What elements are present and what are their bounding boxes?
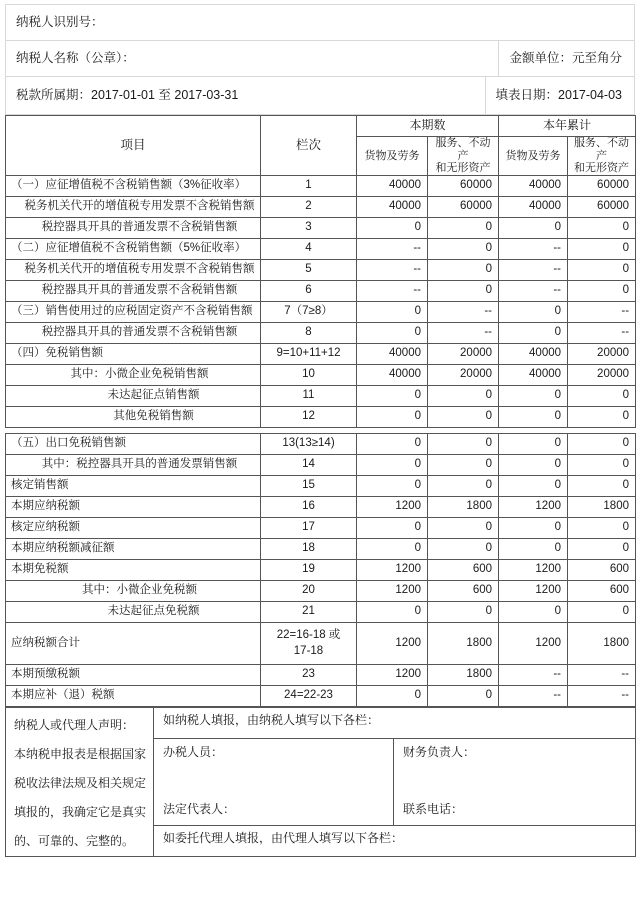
row-line-number: 21: [261, 601, 357, 622]
row-value-1[interactable]: 0: [357, 517, 428, 538]
table-row: [6, 601, 636, 622]
row-value-4[interactable]: --: [568, 664, 636, 685]
row-item-label: （一）应征增值税不含税销售额（3%征收率）: [6, 175, 261, 196]
signature-cell-right: [394, 739, 636, 826]
row-value-1[interactable]: 0: [357, 538, 428, 559]
row-value-1[interactable]: 0: [357, 433, 428, 454]
row-value-3[interactable]: --: [499, 664, 568, 685]
taxpayer-id-row: [6, 5, 634, 41]
legal-rep-label[interactable]: 法定代表人：: [163, 801, 236, 816]
table-row: [6, 475, 636, 496]
row-line-number: 12: [261, 406, 357, 427]
declaration-line-0: 本纳税申报表是根据国家: [14, 746, 147, 761]
table-row: [6, 280, 636, 301]
row-value-3[interactable]: 40000: [499, 175, 568, 196]
row-line-number: 13(13≥14): [261, 433, 357, 454]
row-item-label: 其中：小微企业免税销售额: [6, 364, 261, 385]
row-value-4[interactable]: --: [568, 301, 636, 322]
row-item-label: 税务机关代开的增值税专用发票不含税销售额: [6, 196, 261, 217]
table-row: [6, 406, 636, 427]
row-line-number: 9=10+11+12: [261, 343, 357, 364]
col-header-goods-current: 货物及劳务: [357, 137, 428, 176]
row-value-3[interactable]: 1200: [499, 559, 568, 580]
row-value-3[interactable]: 40000: [499, 196, 568, 217]
row-value-3[interactable]: 0: [499, 217, 568, 238]
table-row: [6, 517, 636, 538]
row-value-2[interactable]: 0: [428, 454, 499, 475]
row-value-3[interactable]: 0: [499, 301, 568, 322]
row-value-3[interactable]: --: [499, 238, 568, 259]
col-header-year-to-date: 本年累计: [499, 116, 636, 137]
finance-label[interactable]: 财务负责人：: [403, 745, 476, 760]
row-value-2[interactable]: 20000: [428, 343, 499, 364]
row-value-1[interactable]: 0: [357, 385, 428, 406]
row-value-2[interactable]: 0: [428, 280, 499, 301]
row-value-3[interactable]: 0: [499, 433, 568, 454]
row-line-number: 2: [261, 196, 357, 217]
row-item-label: 核定销售额: [6, 475, 261, 496]
row-value-4[interactable]: 0: [568, 538, 636, 559]
table-row: [6, 385, 636, 406]
row-item-label: 核定应纳税额: [6, 517, 261, 538]
row-value-4[interactable]: 0: [568, 454, 636, 475]
row-item-label: 税控器具开具的普通发票不含税销售额: [6, 280, 261, 301]
col-header-services-current: [428, 137, 499, 176]
table-row: [6, 559, 636, 580]
row-value-4[interactable]: 0: [568, 385, 636, 406]
row-line-number: 7（7≥8）: [261, 301, 357, 322]
taxpayer-name-label: 纳税人名称（公章）：: [16, 51, 135, 66]
row-line-number: 14: [261, 454, 357, 475]
row-line-number: 10: [261, 364, 357, 385]
row-item-label: （五）出口免税销售额: [6, 433, 261, 454]
row-value-2[interactable]: 0: [428, 475, 499, 496]
col-header-current-period: 本期数: [357, 116, 499, 137]
table-row: [6, 259, 636, 280]
row-value-4[interactable]: 1800: [568, 496, 636, 517]
table-row: [6, 322, 636, 343]
table-row: [6, 454, 636, 475]
table-row: [6, 580, 636, 601]
declaration-line-2: 填报的，我确定它是真实: [14, 804, 147, 819]
declaration-line-3: 的、可靠的、完整的。: [14, 833, 135, 848]
row-line-number: 24=22-23: [261, 685, 357, 706]
row-value-2[interactable]: 600: [428, 580, 499, 601]
row-item-label: 应纳税额合计: [6, 622, 261, 664]
row-line-number: 23: [261, 664, 357, 685]
table-row: [6, 238, 636, 259]
agent-fill-note: 如委托代理人填报，由代理人填写以下各栏：: [154, 825, 636, 856]
row-value-3[interactable]: 0: [499, 601, 568, 622]
signature-cell-left: [154, 739, 394, 826]
declaration-section: [5, 707, 636, 857]
row-line-number: 4: [261, 238, 357, 259]
row-value-1[interactable]: 40000: [357, 343, 428, 364]
table-row: [6, 622, 636, 664]
row-value-4[interactable]: 0: [568, 217, 636, 238]
row-value-2[interactable]: 600: [428, 559, 499, 580]
col-header-services-ytd: [568, 137, 636, 176]
row-value-1[interactable]: 1200: [357, 559, 428, 580]
table-row: [6, 433, 636, 454]
row-value-2[interactable]: 0: [428, 433, 499, 454]
row-line-number: 19: [261, 559, 357, 580]
row-value-2[interactable]: 60000: [428, 196, 499, 217]
table-row: [6, 217, 636, 238]
taxpayer-identity-block: [5, 4, 635, 115]
row-value-3[interactable]: --: [499, 259, 568, 280]
row-value-3[interactable]: 40000: [499, 364, 568, 385]
self-fill-note: 如纳税人填报，由纳税人填写以下各栏：: [154, 707, 636, 738]
row-value-1[interactable]: 1200: [357, 580, 428, 601]
table-row: [6, 685, 636, 706]
row-item-label: 本期应纳税额减征额: [6, 538, 261, 559]
row-value-2[interactable]: 1800: [428, 664, 499, 685]
table-body-upper: [6, 175, 636, 427]
row-value-3[interactable]: 0: [499, 475, 568, 496]
row-value-2[interactable]: 1800: [428, 496, 499, 517]
row-value-3[interactable]: 0: [499, 385, 568, 406]
row-value-1[interactable]: --: [357, 280, 428, 301]
taxpayer-name-row: [6, 41, 634, 77]
services-line-1: 服务、不动产: [435, 137, 491, 162]
row-value-1[interactable]: 0: [357, 601, 428, 622]
row-line-number: 17: [261, 517, 357, 538]
row-value-1[interactable]: 0: [357, 454, 428, 475]
row-value-4[interactable]: 0: [568, 406, 636, 427]
sales-table-upper: [5, 115, 636, 428]
row-value-2[interactable]: 0: [428, 385, 499, 406]
row-value-2[interactable]: 0: [428, 238, 499, 259]
table-head: [6, 116, 636, 176]
row-item-label: 税控器具开具的普通发票不含税销售额: [6, 217, 261, 238]
tax-period-row: [6, 77, 634, 115]
row-line-number: 5: [261, 259, 357, 280]
row-value-3[interactable]: --: [499, 280, 568, 301]
services-line-2: 和无形资产: [435, 162, 491, 175]
row-value-1[interactable]: --: [357, 238, 428, 259]
table-row: [6, 343, 636, 364]
row-value-3[interactable]: 1200: [499, 622, 568, 664]
row-item-label: 未达起征点免税额: [6, 601, 261, 622]
row-value-2[interactable]: 0: [428, 601, 499, 622]
declaration-row-1: [6, 707, 636, 738]
row-item-label: 本期预缴税额: [6, 664, 261, 685]
row-item-label: 其他免税销售额: [6, 406, 261, 427]
row-value-2[interactable]: 0: [428, 538, 499, 559]
sales-table-lower: [5, 433, 636, 707]
row-value-4[interactable]: 0: [568, 280, 636, 301]
row-value-2[interactable]: 1800: [428, 622, 499, 664]
table-row: [6, 364, 636, 385]
row-value-1[interactable]: 40000: [357, 364, 428, 385]
row-line-number: 3: [261, 217, 357, 238]
row-value-1[interactable]: 40000: [357, 196, 428, 217]
phone-label[interactable]: 联系电话：: [403, 801, 464, 816]
row-value-2[interactable]: 0: [428, 217, 499, 238]
row-value-4[interactable]: 0: [568, 259, 636, 280]
row-value-2[interactable]: 60000: [428, 175, 499, 196]
fill-date-label: 填表日期：2017-04-03: [495, 88, 622, 103]
col-header-goods-ytd: 货物及劳务: [499, 137, 568, 176]
row-value-1[interactable]: 40000: [357, 175, 428, 196]
row-value-4[interactable]: 1800: [568, 622, 636, 664]
row-value-1[interactable]: 0: [357, 322, 428, 343]
col-header-line: 栏次: [261, 116, 357, 176]
row-value-4[interactable]: 0: [568, 601, 636, 622]
row-value-3[interactable]: 0: [499, 406, 568, 427]
row-value-2[interactable]: 20000: [428, 364, 499, 385]
row-line-number: 16: [261, 496, 357, 517]
row-value-1[interactable]: 0: [357, 475, 428, 496]
row-value-4[interactable]: 60000: [568, 196, 636, 217]
table-row: [6, 664, 636, 685]
row-value-3[interactable]: --: [499, 685, 568, 706]
row-value-4[interactable]: 0: [568, 517, 636, 538]
row-line-number-part2: 17-18: [293, 645, 324, 658]
row-value-2[interactable]: --: [428, 322, 499, 343]
clerk-label[interactable]: 办税人员：: [163, 745, 224, 760]
services-ytd-line-2: 和无形资产: [574, 162, 630, 175]
declaration-statement: [6, 707, 154, 856]
row-value-4[interactable]: 60000: [568, 175, 636, 196]
row-value-4[interactable]: 20000: [568, 364, 636, 385]
row-value-3[interactable]: 0: [499, 538, 568, 559]
row-line-number: 18: [261, 538, 357, 559]
row-item-label: 未达起征点销售额: [6, 385, 261, 406]
table-head-row-1: [6, 116, 636, 137]
row-line-number: 20: [261, 580, 357, 601]
row-value-3[interactable]: 40000: [499, 343, 568, 364]
row-value-1[interactable]: 0: [357, 217, 428, 238]
declaration-line-1: 税收法律法规及相关规定: [14, 775, 147, 790]
row-item-label: 其中：税控器具开具的普通发票销售额: [6, 454, 261, 475]
row-value-4[interactable]: 0: [568, 433, 636, 454]
row-value-2[interactable]: --: [428, 301, 499, 322]
row-item-label: （四）免税销售额: [6, 343, 261, 364]
row-value-2[interactable]: 0: [428, 259, 499, 280]
row-line-number: [261, 622, 357, 664]
table-row: [6, 301, 636, 322]
row-line-number-part1: 22=16-18 或: [276, 628, 341, 641]
row-value-3[interactable]: 0: [499, 322, 568, 343]
row-value-2[interactable]: 0: [428, 685, 499, 706]
row-value-4[interactable]: 600: [568, 559, 636, 580]
row-value-1[interactable]: 0: [357, 406, 428, 427]
row-item-label: 本期免税额: [6, 559, 261, 580]
taxpayer-id-label: 纳税人识别号：: [16, 15, 104, 30]
row-line-number: 6: [261, 280, 357, 301]
row-value-3[interactable]: 1200: [499, 496, 568, 517]
row-value-3[interactable]: 0: [499, 517, 568, 538]
row-value-3[interactable]: 0: [499, 454, 568, 475]
row-line-number: 11: [261, 385, 357, 406]
row-value-4[interactable]: --: [568, 685, 636, 706]
table-row: [6, 496, 636, 517]
row-value-1[interactable]: 1200: [357, 622, 428, 664]
row-value-1[interactable]: 1200: [357, 496, 428, 517]
row-value-4[interactable]: --: [568, 322, 636, 343]
row-value-2[interactable]: 0: [428, 517, 499, 538]
row-item-label: 税务机关代开的增值税专用发票不含税销售额: [6, 259, 261, 280]
row-value-4[interactable]: 0: [568, 238, 636, 259]
row-value-3[interactable]: 1200: [499, 580, 568, 601]
row-value-4[interactable]: 600: [568, 580, 636, 601]
table-row: [6, 196, 636, 217]
table-row: [6, 538, 636, 559]
row-item-label: 其中：小微企业免税额: [6, 580, 261, 601]
amount-unit-label: 金额单位：元至角分: [509, 51, 622, 66]
col-header-item: 项目: [6, 116, 261, 176]
row-item-label: 本期应纳税额: [6, 496, 261, 517]
row-value-1[interactable]: --: [357, 259, 428, 280]
table-body-lower: [6, 433, 636, 706]
declaration-title: 纳税人或代理人声明：: [14, 717, 135, 732]
row-line-number: 8: [261, 322, 357, 343]
row-line-number: 1: [261, 175, 357, 196]
table-row: [6, 175, 636, 196]
row-value-1[interactable]: 1200: [357, 664, 428, 685]
row-item-label: （二）应征增值税不含税销售额（5%征收率）: [6, 238, 261, 259]
row-item-label: （三）销售使用过的应税固定资产不含税销售额: [6, 301, 261, 322]
services-ytd-line-1: 服务、不动产: [574, 137, 630, 162]
row-value-1[interactable]: 0: [357, 301, 428, 322]
row-value-4[interactable]: 0: [568, 475, 636, 496]
row-value-2[interactable]: 0: [428, 406, 499, 427]
row-item-label: 税控器具开具的普通发票不含税销售额: [6, 322, 261, 343]
row-value-1[interactable]: 0: [357, 685, 428, 706]
tax-period-label: 税款所属期：2017-01-01 至 2017-03-31: [16, 88, 239, 103]
row-item-label: 本期应补（退）税额: [6, 685, 261, 706]
row-value-4[interactable]: 20000: [568, 343, 636, 364]
row-line-number: 15: [261, 475, 357, 496]
